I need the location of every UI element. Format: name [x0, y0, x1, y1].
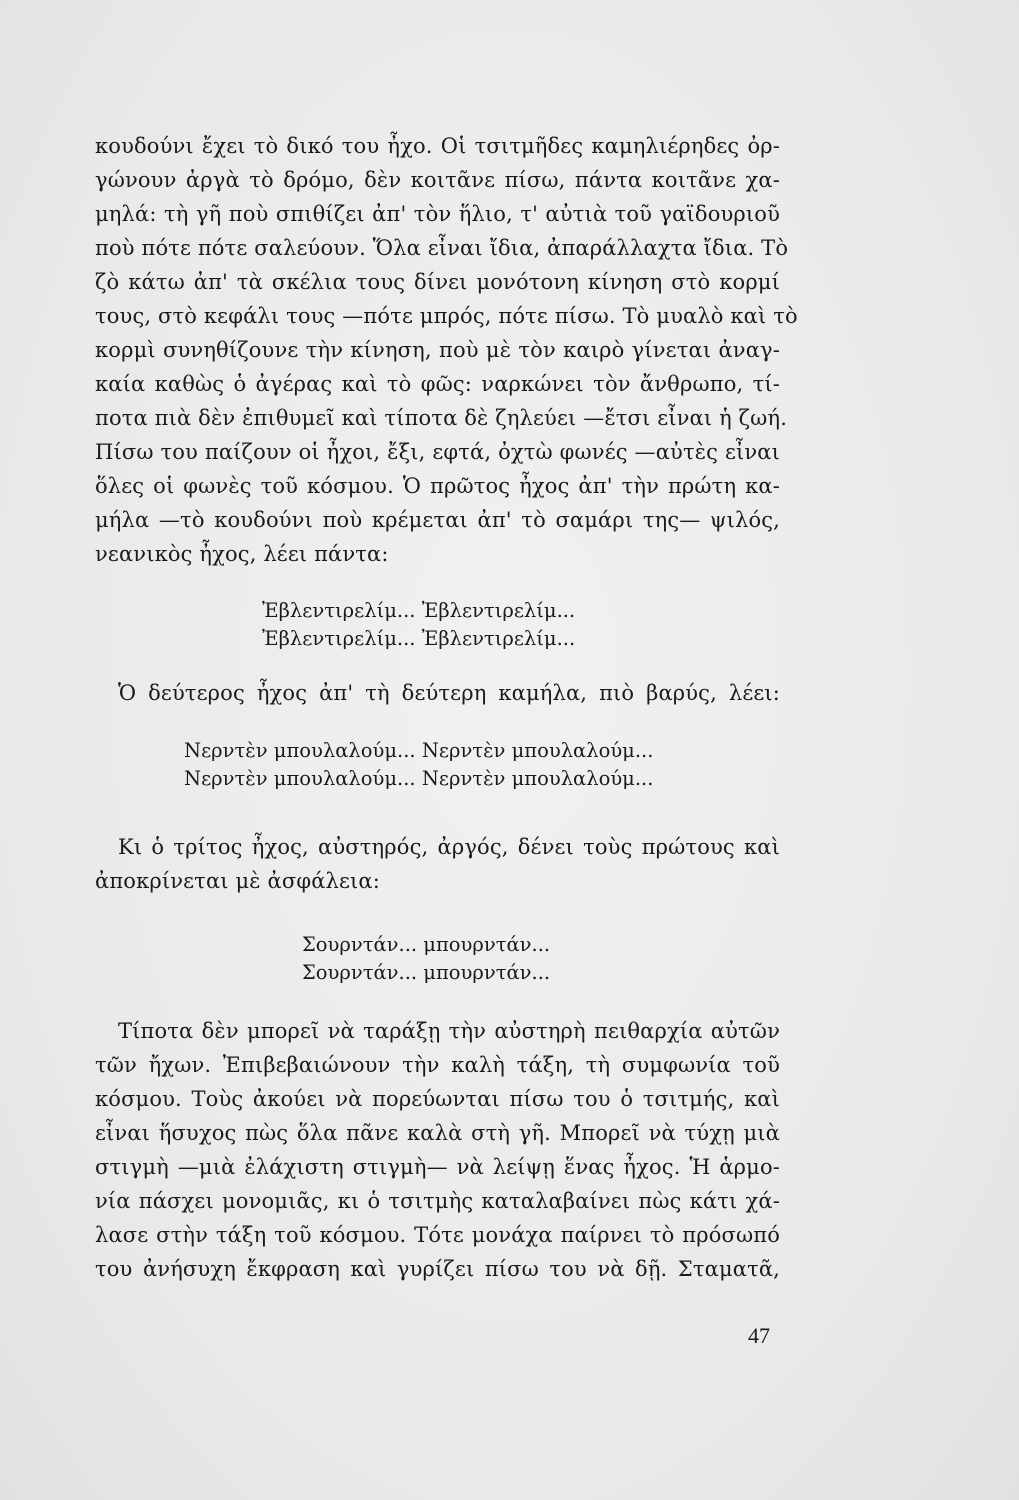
verse-line: Ἐβλεντιρελίμ... Ἐβλεντιρελίμ... [262, 599, 576, 622]
text-line: τους, στὸ κεφάλι τους —πότε μπρός, πότε πίσω. Τὸ μυαλὸ καὶ τὸ [95, 304, 798, 328]
verse-line: Σουρντάν... μπουρντάν... [302, 933, 551, 956]
verse-line: Ἐβλεντιρελίμ... Ἐβλεντιρελίμ... [262, 627, 576, 650]
paragraph-2 [118, 676, 780, 710]
text-line: μήλα —τὸ κουδούνι ποὺ κρέμεται ἀπ' τὸ σαμάρι της— ψιλός, [95, 508, 780, 532]
paragraph-3 [95, 830, 780, 898]
page-number: 47 [748, 1323, 770, 1348]
paragraph-1 [95, 129, 798, 571]
verse-line: Σουρντάν... μπουρντάν... [302, 961, 551, 984]
text-line: γώνουν ἀργὰ τὸ δρόμο, δὲν κοιτᾶνε πίσω, πάντα κοιτᾶνε χα- [95, 168, 780, 192]
verse-2 [184, 737, 653, 793]
text-line: μηλά: τὴ γῆ ποὺ σπιθίζει ἀπ' τὸν ἥλιο, τ' αὐτιὰ τοῦ γαϊδουριοῦ [95, 202, 780, 226]
text-line: κουδούνι ἔχει τὸ δικό του ἦχο. Οἱ τσιτμῆδες καμηλιέρηδες ὀρ- [95, 134, 780, 158]
text-line: ἀποκρίνεται μὲ ἀσφάλεια: [95, 869, 380, 893]
text-line: στιγμὴ —μιὰ ἐλάχιστη στιγμὴ— νὰ λείψῃ ἕνας ἦχος. Ἡ ἁρμο- [95, 1155, 780, 1179]
text-line: ζὸ κάτω ἀπ' τὰ σκέλια τους δίνει μονότονη κίνηση στὸ κορμί [95, 270, 780, 294]
text-line: κορμὶ συνηθίζουνε τὴν κίνηση, ποὺ μὲ τὸν καιρὸ γίνεται ἀναγ- [95, 338, 780, 362]
text-line: του ἀνήσυχη ἔκφραση καὶ γυρίζει πίσω του νὰ δῇ. Σταματᾶ, [95, 1257, 780, 1281]
text-line: καία καθὼς ὁ ἀγέρας καὶ τὸ φῶς: ναρκώνει τὸν ἄνθρωπο, τί- [95, 372, 780, 396]
text-line: λασε στὴν τάξη τοῦ κόσμου. Τότε μονάχα παίρνει τὸ πρόσωπό [95, 1223, 780, 1247]
verse-line: Νερντὲν μπουλαλούμ... Νερντὲν μπουλαλούμ... [184, 767, 654, 790]
text-line: εἶναι ἥσυχος πὼς ὅλα πᾶνε καλὰ στὴ γῆ. Μπορεῖ νὰ τύχῃ μιὰ [95, 1121, 780, 1145]
text-line: Τίποτα δὲν μπορεῖ νὰ ταράξῃ τὴν αὐστηρὴ πειθαρχία αὐτῶν [118, 1019, 780, 1043]
text-line: τῶν ἤχων. Ἐπιβεβαιώνουν τὴν καλὴ τάξη, τὴ συμφωνία τοῦ [95, 1053, 780, 1077]
text-line: ποτα πιὰ δὲν ἐπιθυμεῖ καὶ τίποτα δὲ ζηλεύει —ἔτσι εἶναι ἡ ζωή. [95, 406, 788, 430]
text-line: νεανικὸς ἦχος, λέει πάντα: [95, 542, 389, 566]
text-line: νία πάσχει μονομιᾶς, κι ὁ τσιτμὴς καταλαβαίνει πὼς κάτι χά- [95, 1189, 780, 1213]
verse-line: Νερντὲν μπουλαλούμ... Νερντὲν μπουλαλούμ... [184, 739, 654, 762]
text-line: Ὁ δεύτερος ἦχος ἀπ' τὴ δεύτερη καμήλα, πιὸ βαρύς, λέει: [118, 681, 780, 705]
text-line: κόσμου. Τοὺς ἀκούει νὰ πορεύωνται πίσω του ὁ τσιτμής, καὶ [95, 1087, 780, 1111]
verse-1 [262, 597, 575, 653]
verse-3 [302, 931, 550, 987]
paragraph-4 [95, 1014, 780, 1286]
text-line: Πίσω του παίζουν οἱ ἦχοι, ἔξι, εφτά, ὀχτὼ φωνές —αὐτὲς εἶναι [95, 440, 780, 464]
text-line: ὅλες οἱ φωνὲς τοῦ κόσμου. Ὁ πρῶτος ἦχος ἀπ' τὴν πρώτη κα- [95, 474, 780, 498]
text-line: Κι ὁ τρίτος ἦχος, αὐστηρός, ἀργός, δένει τοὺς πρώτους καὶ [118, 835, 780, 859]
text-line: ποὺ πότε πότε σαλεύουν. Ὅλα εἶναι ἴδια, ἀπαράλλαχτα ἴδια. Τὸ [95, 236, 789, 260]
